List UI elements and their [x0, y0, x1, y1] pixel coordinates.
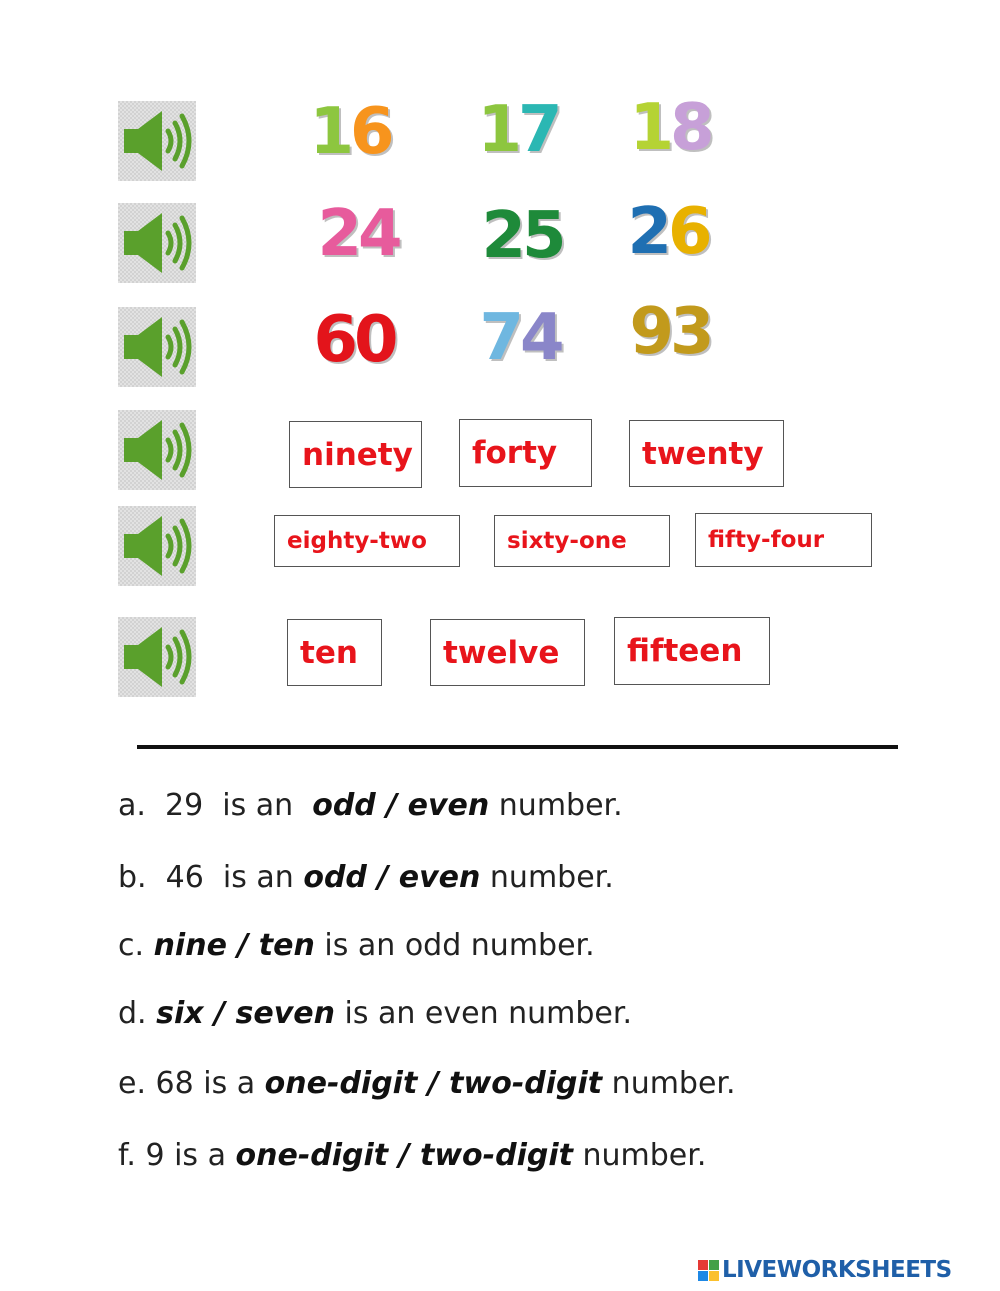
option-separator: / [417, 1066, 450, 1101]
logo-icon [698, 1260, 719, 1281]
word-box[interactable] [430, 619, 585, 686]
option-choice[interactable]: even [398, 860, 481, 895]
audio-button-1[interactable] [118, 101, 196, 181]
word-box[interactable] [629, 420, 784, 487]
number-image [304, 303, 404, 377]
word-box-label: twelve [443, 634, 560, 671]
option-choice[interactable]: six [156, 996, 204, 1031]
speaker-icon [118, 617, 196, 697]
question-text: c. [118, 928, 154, 963]
option-choice[interactable]: one-digit [264, 1066, 418, 1101]
option-separator: / [375, 788, 408, 823]
question-a [118, 788, 623, 823]
question-text: is an even number. [334, 996, 633, 1031]
section-divider [137, 745, 898, 749]
number-digit: 3 [670, 295, 711, 369]
word-box[interactable] [494, 515, 670, 567]
question-text: e. 68 is a [118, 1066, 265, 1101]
word-box-label: sixty-one [507, 528, 627, 554]
audio-button-6[interactable] [118, 617, 196, 697]
question-text: number. [480, 860, 614, 895]
number-digit: 1 [309, 95, 350, 169]
word-box-label: ten [300, 634, 358, 671]
number-image [468, 93, 568, 167]
option-separator: / [226, 928, 259, 963]
number-digit: 1 [477, 93, 518, 167]
number-digit: 4 [358, 197, 399, 271]
option-choice[interactable]: seven [235, 996, 335, 1031]
question-text: b. 46 is an [118, 860, 304, 895]
question-d [118, 996, 632, 1031]
liveworksheets-logo [698, 1254, 952, 1286]
number-image [470, 301, 570, 375]
word-box-label: forty [472, 435, 558, 471]
word-box-label: fifteen [627, 633, 743, 669]
number-image [472, 199, 572, 273]
option-choice[interactable]: two-digit [449, 1066, 603, 1101]
number-digit: 6 [350, 95, 391, 169]
option-choice[interactable]: ten [258, 928, 315, 963]
speaker-icon [118, 203, 196, 283]
number-digit: 8 [670, 91, 711, 165]
question-c [118, 928, 595, 963]
question-text: number. [489, 788, 623, 823]
word-box[interactable] [274, 515, 460, 567]
number-image [308, 197, 408, 271]
question-e [118, 1066, 736, 1101]
option-choice[interactable]: nine [153, 928, 227, 963]
word-box[interactable] [614, 617, 770, 685]
word-box[interactable] [459, 419, 592, 487]
option-choice[interactable]: two-digit [419, 1138, 573, 1173]
number-image [300, 95, 400, 169]
number-digit: 7 [479, 301, 520, 375]
number-digit: 2 [627, 195, 668, 269]
word-box[interactable] [287, 619, 382, 686]
speaker-icon [118, 307, 196, 387]
question-text: number. [572, 1138, 707, 1173]
question-text: a. 29 is an [118, 788, 313, 823]
number-digit: 5 [522, 199, 563, 273]
question-text: f. 9 is a [118, 1138, 236, 1173]
number-image [618, 195, 718, 269]
question-b [118, 860, 614, 895]
audio-button-5[interactable] [118, 506, 196, 586]
number-image [620, 295, 720, 369]
audio-button-2[interactable] [118, 203, 196, 283]
question-text: is an odd number. [314, 928, 595, 963]
word-box-label: fifty-four [708, 527, 825, 553]
question-f [118, 1138, 706, 1173]
number-digit: 7 [518, 93, 559, 167]
number-digit: 4 [520, 301, 561, 375]
option-separator: / [203, 996, 236, 1031]
word-box[interactable] [289, 421, 422, 488]
speaker-icon [118, 506, 196, 586]
audio-button-4[interactable] [118, 410, 196, 490]
question-text: number. [602, 1066, 736, 1101]
number-digit: 6 [313, 303, 354, 377]
audio-button-3[interactable] [118, 307, 196, 387]
option-separator: / [388, 1138, 420, 1173]
word-box[interactable] [695, 513, 872, 567]
number-digit: 9 [629, 295, 670, 369]
brand-name: LIVEWORKSHEETS [722, 1257, 952, 1283]
question-text: d. [118, 996, 157, 1031]
number-digit: 2 [317, 197, 358, 271]
number-digit: 1 [629, 91, 670, 165]
option-choice[interactable]: odd [312, 788, 376, 823]
option-choice[interactable]: even [407, 788, 490, 823]
option-choice[interactable]: one-digit [235, 1138, 389, 1173]
number-digit: 0 [354, 303, 395, 377]
number-image [620, 91, 720, 165]
option-separator: / [366, 860, 399, 895]
option-choice[interactable]: odd [303, 860, 367, 895]
number-digit: 2 [481, 199, 522, 273]
word-box-label: eighty-two [287, 528, 427, 554]
speaker-icon [118, 410, 196, 490]
number-digit: 6 [668, 195, 709, 269]
word-box-label: ninety [302, 436, 413, 473]
speaker-icon [118, 101, 196, 181]
word-box-label: twenty [642, 435, 764, 472]
